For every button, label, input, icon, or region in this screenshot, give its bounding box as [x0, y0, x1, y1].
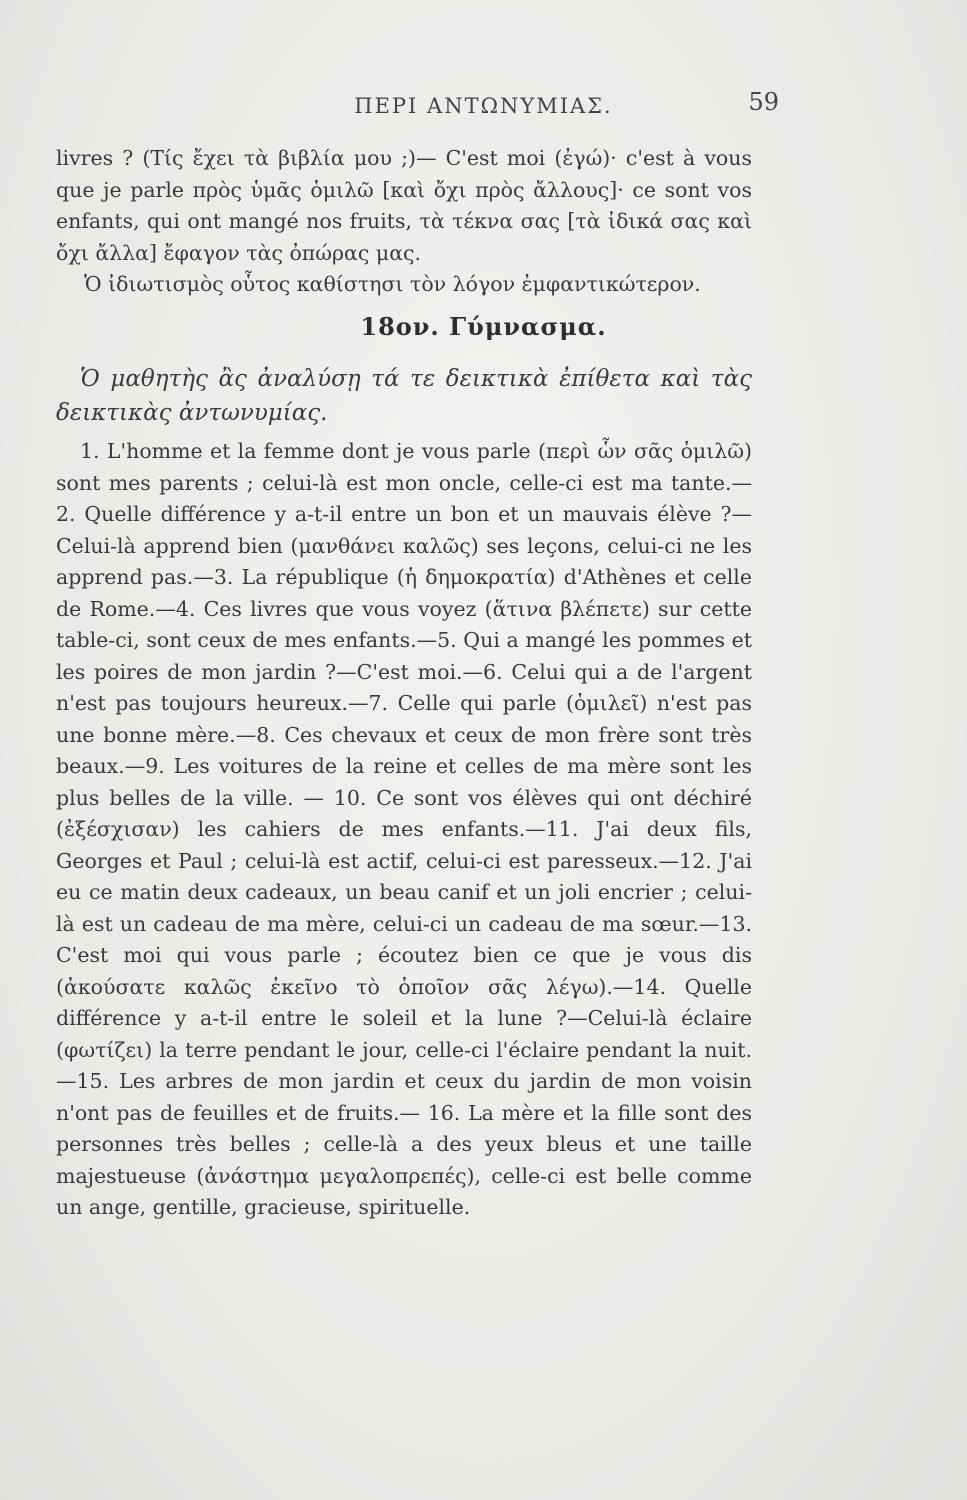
- section-heading: 18ον. Γύμνασμα.: [360, 312, 607, 341]
- page-number: 59: [748, 88, 779, 116]
- intro-paragraph-1: livres ? (Τίς ἔχει τὰ βιβλία μου ;)— C'est moi (ἐγώ)· c'est à vous que je parle πρὸς ὑμᾶς ὁμιλῶ [καὶ ὄχι πρὸς ἄλλους]· ce sont vos enfants, qui ont mangé nos fruits, τὰ τέκνα σας [τὰ ἰδικά σας καὶ ὄχι ἄλλα] ἔφαγον τὰς ὀπώρας μας.: [56, 146, 752, 265]
- running-head: [0, 88, 967, 128]
- intro-text: [56, 143, 752, 301]
- exercise-body: [56, 436, 752, 1224]
- exercise-text: 1. L'homme et la femme dont je vous parle (περὶ ὧν σᾶς ὁμιλῶ) sont mes parents ; celui-là est mon oncle, celle-ci est ma tante.— 2. Quelle différence y a-t-il entre un bon et un mauvais élève ?— Celui-là apprend bien (μανθάνει καλῶς) ses leçons, celui-ci ne les apprend pas.—3. La république (ἡ δημοκρατία) d'Athènes et celle de Rome.—4. Ces livres que vous voyez (ἅτινα βλέπετε) sur cette table-ci, sont ceux de mes enfants.—5. Qui a mangé les pommes et les poires de mon jardin ?—C'est moi.—6. Celui qui a de l'argent n'est pas toujours heureux.—7. Celle qui parle (ὁμιλεῖ) n'est pas une bonne mère.—8. Ces chevaux et ceux de mon frère sont très beaux.—9. Les voitures de la reine et celles de ma mère sont les plus belles de la ville. — 10. Ce sont vos élèves qui ont déchiré (ἐξέσχισαν) les cahiers de mes enfants.—11. J'ai deux fils, Georges et Paul ; celui-là est actif, celui-ci est paresseux.—12. J'ai eu ce matin deux cadeaux, un beau canif et un joli encrier ; celui-là est un cadeau de ma mère, celui-ci un cadeau de ma sœur.—13. C'est moi qui vous parle ; écoutez bien ce que je vous dis (ἀκούσατε καλῶς ἐκεῖνο τὸ ὁποῖον σᾶς λέγω).—14. Quelle différence y a-t-il entre le soleil et la lune ?—Celui-là éclaire (φωτίζει) la terre pendant le jour, celle-ci l'éclaire pendant la nuit.—15. Les arbres de mon jardin et ceux du jardin de mon voisin n'ont pas de feuilles et de fruits.— 16. La mère et la fille sont des personnes très belles ; celle-là a des yeux bleus et une taille majestueuse (ἀνάστημα μεγαλοπρεπές), celle-ci est belle comme un ange, gentille, gracieuse, spirituelle.: [56, 439, 752, 1219]
- intro-paragraph-2: Ὁ ἰδιωτισμὸς οὗτος καθίστησι τὸν λόγον ἐμφαντικώτερον.: [84, 272, 701, 296]
- exercise-instruction: Ὁ μαθητὴς ἂς ἀναλύσῃ τά τε δεικτικὰ ἐπίθετα καὶ τὰς δεικτικὰς ἀντωνυμίας.: [56, 366, 752, 426]
- running-title: ΠΕΡΙ ΑΝΤΩΝΥΜΙΑΣ.: [354, 94, 613, 118]
